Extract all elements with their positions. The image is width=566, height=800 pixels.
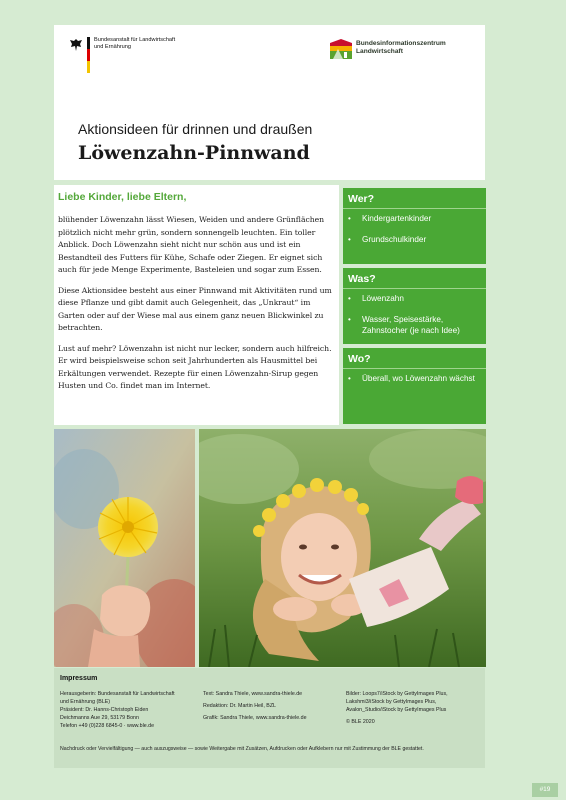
bullet-icon: •	[348, 214, 351, 223]
page-title: Löwenzahn-Pinnwand	[78, 142, 310, 164]
list-item: • Kindergartenkinder	[348, 214, 432, 223]
greeting: Liebe Kinder, liebe Eltern,	[58, 191, 187, 203]
page-subtitle: Aktionsideen für drinnen und draußen	[78, 121, 313, 137]
list-item: • Überall, wo Löwenzahn wächst	[348, 374, 475, 383]
bullet-icon: •	[348, 294, 351, 303]
impressum-publisher: Herausgeberin: Bundesanstalt für Landwirtschaft und Ernährung (BLE) Präsident: Dr. Hanns-Christoph Eiden Deichmanns Aue 29, 53179 Bonn Telefon +49 (0)228 6845-0 · www.ble.de	[60, 691, 175, 729]
bullet-icon: •	[348, 374, 351, 383]
was-box	[343, 268, 486, 344]
ble-logo-icon	[330, 37, 352, 59]
impressum-credits: Text: Sandra Thiele, www.sandra-thiele.de Redaktion: Dr. Martin Heil, BZL Grafik: Sandra Thiele, www.sandra-thiele.de	[203, 691, 307, 721]
bmel-name: Bundesanstalt für Landwirtschaft und Ernährung	[94, 37, 176, 50]
bullet-icon: •	[348, 315, 351, 324]
ble-logo	[330, 37, 446, 59]
was-heading: Was?	[348, 273, 376, 285]
list-item: • Wasser, Speisestärke, Zahnstocher (je nach Idee)	[348, 315, 460, 335]
intro-paragraph: Diese Aktionsidee besteht aus einer Pinnwand mit Aktivitäten rund um diese Pflanze und gibt damit auch Gelegenheit, das „Unkraut“ im Garten oder auf der Wiese mal aus einem ganz neuen Blickwinkel zu betrachten.	[58, 285, 332, 332]
intro-paragraph: blühender Löwenzahn lässt Wiesen, Weiden und andere Grünflächen plötzlich nicht mehr grün, sondern sonnengelb leuchten. Ein toller Anblick. Doch Löwenzahn sieht nicht nur schön aus und ist ein Bestandteil des Futters für Kühe, Schafe oder Ziegen. Er eignet sich auch für jede Menge Experimente, Basteleien und sogar zum Essen.	[58, 215, 325, 274]
wer-box	[343, 188, 486, 264]
copyright-note: Nachdruck oder Vervielfältigung — auch auszugsweise — sowie Weitergabe mit Zusätzen, Aufdrucken oder Aufklebern nur mit Zustimmung der BLE gestattet.	[60, 746, 424, 752]
german-flag-icon	[87, 37, 90, 73]
ble-name-line1: Bundesinformationszentrum	[356, 40, 446, 47]
impressum-title: Impressum	[60, 675, 98, 682]
bullet-icon: •	[348, 235, 351, 244]
intro-text-box	[54, 185, 339, 425]
header	[54, 25, 485, 180]
impressum	[54, 668, 485, 768]
wer-heading: Wer?	[348, 193, 375, 205]
girl-in-grass-photo	[199, 429, 486, 667]
list-item: • Löwenzahn	[348, 294, 404, 303]
bmel-logo	[68, 37, 184, 73]
intro-paragraph: Lust auf mehr? Löwenzahn ist nicht nur lecker, sondern auch hilfreich. Er wird beispielsweise schon seit Jahrhunderten als Hausmittel bei Erkältungen verwendet. Rezepte für einen Löwenzahn-Sirup gegen Husten und Co. findet man im Internet.	[58, 343, 332, 390]
dandelion-hand-photo	[54, 429, 195, 667]
eagle-icon	[68, 37, 84, 53]
list-item: • Grundschulkinder	[348, 235, 427, 244]
ble-name-line2: Landwirtschaft	[356, 48, 403, 55]
page-number: #19	[532, 783, 558, 797]
impressum-image-credits: Bilder: Loops7/iStock by GettyImages Plus, Lakshmi3/iStock by GettyImages Plus, Avalon_Studio/iStock by GettyImages Plus © BLE 2020	[346, 691, 448, 725]
wo-heading: Wo?	[348, 353, 371, 365]
wo-box	[343, 348, 486, 424]
